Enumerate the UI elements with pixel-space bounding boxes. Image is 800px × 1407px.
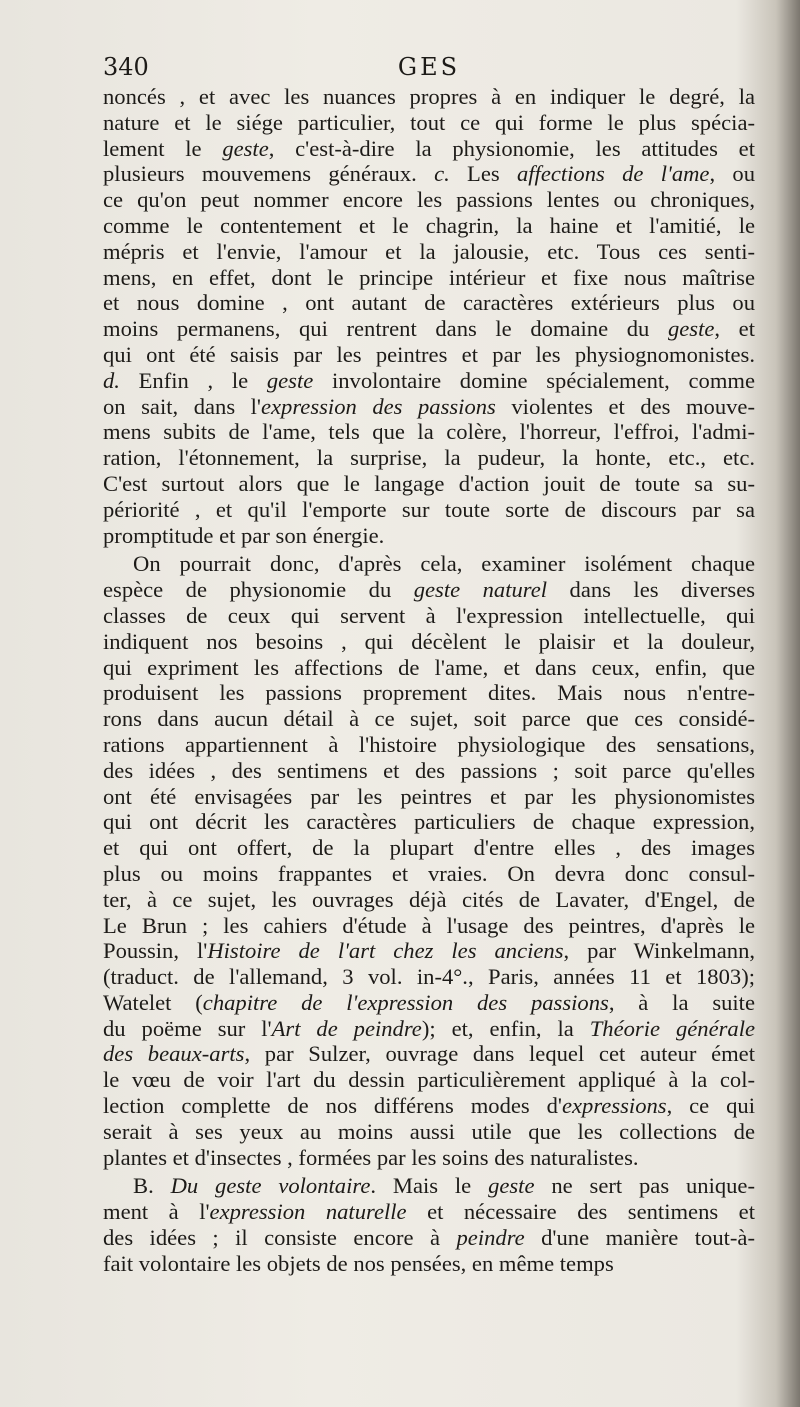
text-line: ment à l'expression naturelle et nécessaire des sentimens et bbox=[103, 1199, 755, 1225]
text-line: mépris et l'envie, l'amour et la jalousie, etc. Tous ces senti- bbox=[103, 238, 755, 264]
text-line: Poussin, l'Histoire de l'art chez les anciens, par Winkelmann, bbox=[103, 938, 755, 964]
text-line: Watelet (chapitre de l'expression des passions, à la suite bbox=[103, 989, 755, 1015]
text-line: rations appartiennent à l'histoire physiologique des sensations, bbox=[103, 731, 755, 757]
text-line: du poëme sur l'Art de peindre); et, enfin, la Théorie générale bbox=[103, 1015, 755, 1041]
running-head: GES bbox=[397, 53, 461, 81]
text-line: qui expriment les affections de l'ame, et dans ceux, enfin, que bbox=[103, 654, 755, 680]
text-line: Le Brun ; les cahiers d'étude à l'usage des peintres, d'après le bbox=[103, 912, 755, 938]
text-line: C'est surtout alors que le langage d'action jouit de toute sa su- bbox=[103, 470, 755, 496]
text-line: espèce de physionomie du geste naturel dans les diverses bbox=[103, 577, 755, 603]
text-line: on sait, dans l'expression des passions violentes et des mouve- bbox=[103, 393, 755, 419]
text-line: lection complette de nos différens modes d'expressions, ce qui bbox=[103, 1093, 755, 1119]
text-line: serait à ses yeux au moins aussi utile que les collections de bbox=[103, 1118, 755, 1144]
text-line: On pourrait donc, d'après cela, examiner isolément chaque bbox=[133, 551, 755, 577]
text-line: rons dans aucun détail à ce sujet, soit parce que ces considé- bbox=[103, 706, 755, 732]
text-line: qui ont été saisis par les peintres et par les physiognomonistes. bbox=[103, 341, 755, 367]
text-line: mens subits de l'ame, tels que la colère, l'horreur, l'effroi, l'admi- bbox=[103, 419, 755, 445]
paragraph bbox=[103, 551, 755, 1170]
text-line: comme le contentement et le chagrin, la haine et l'amitié, le bbox=[103, 212, 755, 238]
page-header bbox=[103, 52, 755, 82]
text-line: le vœu de voir l'art du dessin particulièrement appliqué à la col- bbox=[103, 1067, 755, 1093]
text-line: des idées ; il consiste encore à peindre d'une manière tout-à- bbox=[103, 1225, 755, 1251]
text-line: fait volontaire les objets de nos pensées, en même temps bbox=[103, 1250, 614, 1276]
text-line: des beaux-arts, par Sulzer, ouvrage dans lequel cet auteur émet bbox=[103, 1041, 755, 1067]
text-line: mens, en effet, dont le principe intérieur et fixe nous maîtrise bbox=[103, 264, 755, 290]
text-line: qui ont décrit les caractères particuliers de chaque expression, bbox=[103, 809, 755, 835]
text-line: ration, l'étonnement, la surprise, la pudeur, la honte, etc., etc. bbox=[103, 445, 755, 471]
text-line: indiquent nos besoins , qui décèlent le plaisir et la douleur, bbox=[103, 628, 755, 654]
text-line: et qui ont offert, de la plupart d'entre elles , des images bbox=[103, 835, 755, 861]
page-number: 340 bbox=[103, 53, 149, 81]
text-line: plusieurs mouvemens généraux. c. Les affections de l'ame, ou bbox=[103, 161, 755, 187]
text-line: plus ou moins frappantes et vraies. On devra donc consul- bbox=[103, 860, 755, 886]
text-line: ter, à ce sujet, les ouvrages déjà cités de Lavater, d'Engel, de bbox=[103, 886, 755, 912]
text-line: d. Enfin , le geste involontaire domine spécialement, comme bbox=[103, 367, 755, 393]
paragraph bbox=[103, 84, 755, 548]
text-line: des idées , des sentimens et des passions ; soit parce qu'elles bbox=[103, 757, 755, 783]
text-line: ce qu'on peut nommer encore les passions lentes ou chroniques, bbox=[103, 187, 755, 213]
text-line: classes de ceux qui servent à l'expression intellectuelle, qui bbox=[103, 602, 755, 628]
text-line: B. Du geste volontaire. Mais le geste ne sert pas unique- bbox=[133, 1173, 755, 1199]
text-line: ont été envisagées par les peintres et par les physionomistes bbox=[103, 783, 755, 809]
text-line: noncés , et avec les nuances propres à en indiquer le degré, la bbox=[103, 84, 755, 109]
text-line: promptitude et par son énergie. bbox=[103, 522, 385, 548]
body-text bbox=[103, 84, 755, 1277]
paragraph bbox=[103, 1173, 755, 1276]
text-line: et nous domine , ont autant de caractères extérieurs plus ou bbox=[103, 290, 755, 316]
text-line: lement le geste, c'est-à-dire la physionomie, les attitudes et bbox=[103, 135, 755, 161]
text-line: moins permanens, qui rentrent dans le domaine du geste, et bbox=[103, 316, 755, 342]
text-line: produisent les passions proprement dites. Mais nous n'entre- bbox=[103, 680, 755, 706]
text-line: plantes et d'insectes , formées par les soins des naturalistes. bbox=[103, 1144, 639, 1170]
text-line: (traduct. de l'allemand, 3 vol. in-4°., Paris, années 11 et 1803); bbox=[103, 964, 755, 990]
text-line: périorité , et qu'il l'emporte sur toute sorte de discours par sa bbox=[103, 496, 755, 522]
text-line: nature et le siége particulier, tout ce qui forme le plus spécia- bbox=[103, 109, 755, 135]
